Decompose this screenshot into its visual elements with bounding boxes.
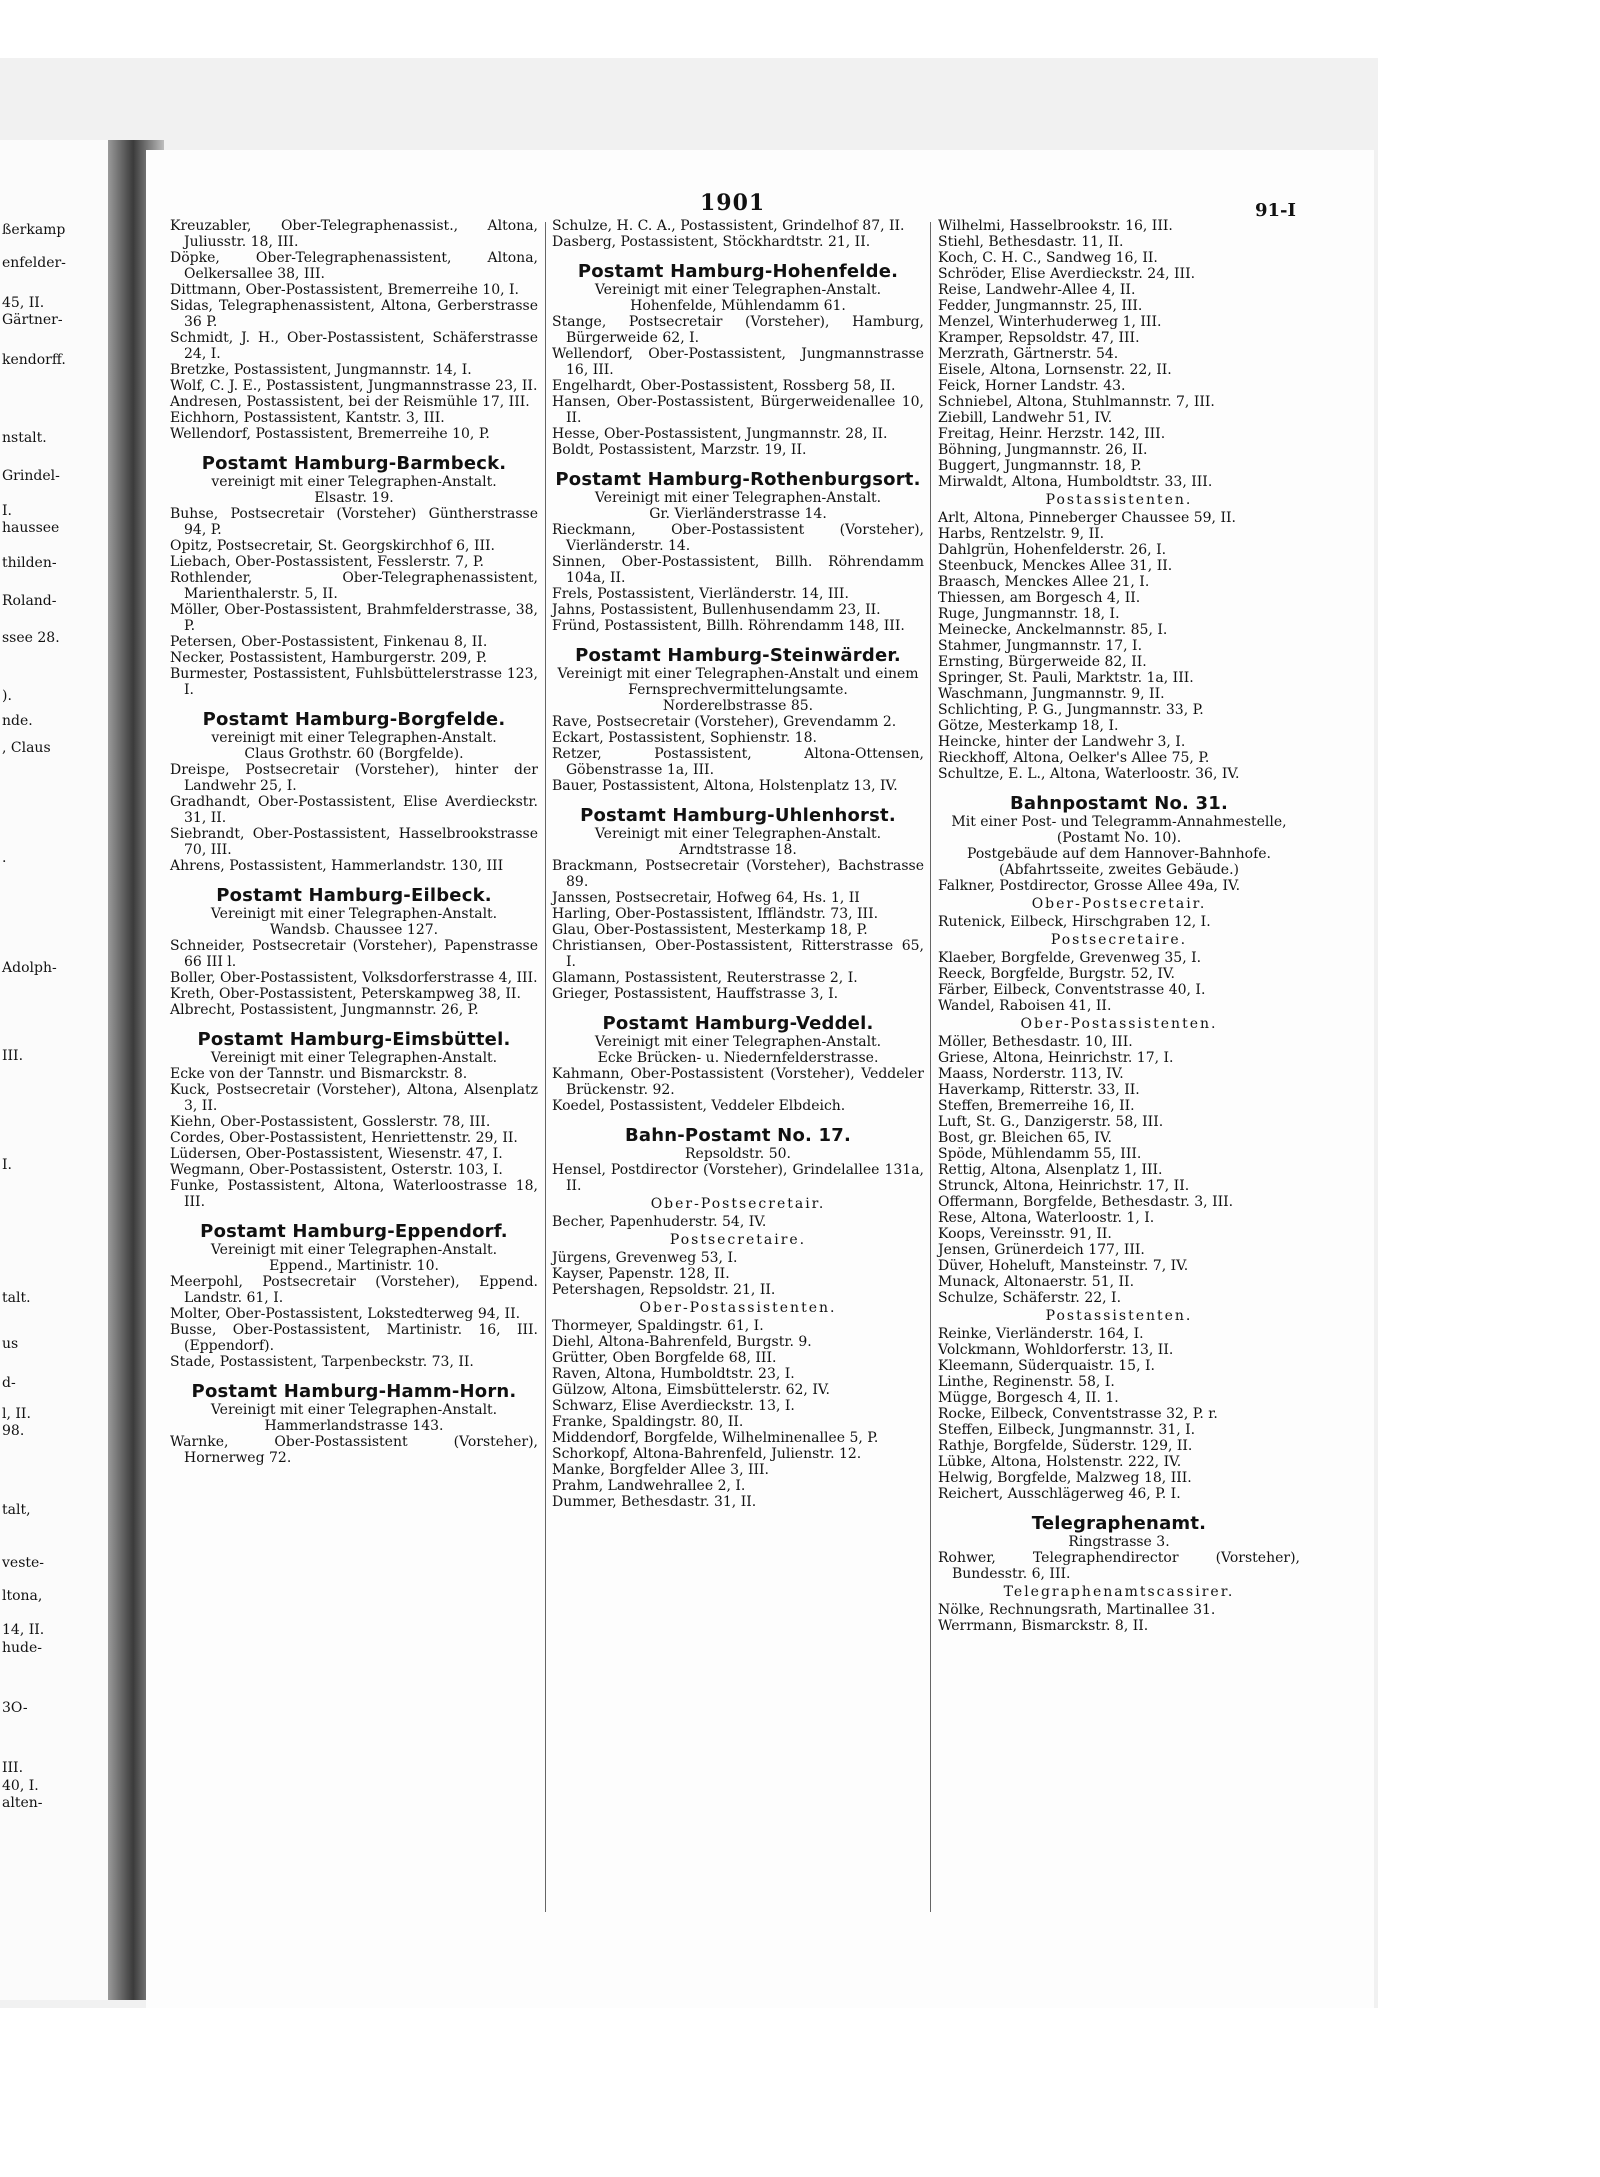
directory-entry: Spöde, Mühlendamm 55, III. xyxy=(938,1146,1142,1162)
directory-entry: Steffen, Eilbeck, Jungmannstr. 31, I. xyxy=(938,1422,1196,1438)
left-page-fragment: haussee xyxy=(2,520,60,536)
directory-entry: Albrecht, Postassistent, Jungmannstr. 26, P. xyxy=(170,1002,479,1018)
section-subheading: Vereinigt mit einer Telegraphen-Anstalt. xyxy=(210,906,498,922)
section-subheading: Mit einer Post- und Telegramm-Annahmestelle, (Postamt No. 10). xyxy=(951,814,1287,846)
section-subheading: Postgebäude auf dem Hannover-Bahnhofe. xyxy=(967,846,1271,862)
left-page-fragment: thilden- xyxy=(2,555,57,571)
directory-entry: Kiehn, Ober-Postassistent, Gosslerstr. 78, III. xyxy=(170,1114,491,1130)
directory-section xyxy=(552,1232,924,1298)
section-subheading: Vereinigt mit einer Telegraphen-Anstalt. xyxy=(210,1242,498,1258)
directory-entry: Kramper, Repsoldstr. 47, III. xyxy=(938,330,1140,346)
column-1 xyxy=(170,218,538,1466)
rank-heading: Ober-Postsecretair. xyxy=(1031,896,1207,912)
directory-entry: Ecke von der Tannstr. und Bismarckstr. 8. xyxy=(170,1066,468,1082)
directory-entry: Dreispe, Postsecretair (Vorsteher), hinter der Landwehr 25, I. xyxy=(170,762,538,794)
section-heading: Postamt Hamburg-Borgfelde. xyxy=(202,709,506,730)
directory-entry: Düver, Hoheluft, Mansteinstr. 7, IV. xyxy=(938,1258,1189,1274)
left-page-fragment: us xyxy=(2,1336,19,1352)
directory-entry: Offermann, Borgfelde, Bethesdastr. 3, III. xyxy=(938,1194,1234,1210)
directory-entry: Dummer, Bethesdastr. 31, II. xyxy=(552,1494,757,1510)
directory-entry: Stange, Postsecretair (Vorsteher), Hamburg, Bürgerweide 62, I. xyxy=(552,314,924,346)
directory-entry: Kayser, Papenstr. 128, II. xyxy=(552,1266,730,1282)
directory-entry: Glamann, Postassistent, Reuterstrasse 2, I. xyxy=(552,970,858,986)
directory-section xyxy=(170,218,538,442)
directory-entry: Bretzke, Postassistent, Jungmannstr. 14, I. xyxy=(170,362,472,378)
directory-entry: Jürgens, Grevenweg 53, I. xyxy=(552,1250,738,1266)
page-number: 91-I xyxy=(1255,200,1296,221)
directory-section xyxy=(938,1513,1300,1582)
section-subheading: Wandsb. Chaussee 127. xyxy=(269,922,439,938)
directory-entry: Ahrens, Postassistent, Hammerlandstr. 130, III xyxy=(170,858,504,874)
rank-heading: Postsecretaire. xyxy=(1050,932,1188,948)
directory-entry: Helwig, Borgfelde, Malzweg 18, III. xyxy=(938,1470,1192,1486)
left-page-fragment: Gärtner- xyxy=(2,312,63,328)
section-subheading: (Abfahrtsseite, zweites Gebäude.) xyxy=(999,862,1239,878)
directory-entry: Rathje, Borgfelde, Süderstr. 129, II. xyxy=(938,1438,1193,1454)
section-subheading: Repsoldstr. 50. xyxy=(685,1146,791,1162)
directory-entry: Diehl, Altona-Bahrenfeld, Burgstr. 9. xyxy=(552,1334,812,1350)
directory-entry: Griese, Altona, Heinrichstr. 17, I. xyxy=(938,1050,1174,1066)
directory-entry: Gradhandt, Ober-Postassistent, Elise Averdieckstr. 31, II. xyxy=(170,794,538,826)
section-heading: Telegraphenamt. xyxy=(1031,1513,1207,1534)
directory-entry: Döpke, Ober-Telegraphenassistent, Altona, Oelkersallee 38, III. xyxy=(170,250,538,282)
left-page-fragment: talt. xyxy=(2,1290,31,1306)
directory-entry: Eichhorn, Postassistent, Kantstr. 3, III. xyxy=(170,410,445,426)
section-subheading: Arndtstrasse 18. xyxy=(679,842,797,858)
directory-entry: Rothlender, Ober-Telegraphenassistent, Marienthalerstr. 5, II. xyxy=(170,570,538,602)
directory-entry: Schultze, E. L., Altona, Waterloostr. 36, IV. xyxy=(938,766,1240,782)
left-page-fragment: alten- xyxy=(2,1795,43,1811)
left-page-fragment: I. xyxy=(2,1157,12,1173)
section-subheading: Ecke Brücken- u. Niedernfelderstrasse. xyxy=(597,1050,879,1066)
directory-section xyxy=(170,1221,538,1370)
left-page-fragment: talt, xyxy=(2,1502,31,1518)
directory-entry: Menzel, Winterhuderweg 1, III. xyxy=(938,314,1162,330)
left-page-fragment: , Claus xyxy=(2,740,51,756)
directory-section xyxy=(552,1013,924,1114)
directory-section xyxy=(938,218,1300,490)
directory-entry: Thiessen, am Borgesch 4, II. xyxy=(938,590,1141,606)
directory-section xyxy=(170,1029,538,1210)
left-page-fragment: 14, II. xyxy=(2,1622,45,1638)
left-page-fragment: l, II. xyxy=(2,1406,31,1422)
left-page-fragment: nde. xyxy=(2,713,33,729)
directory-entry: Thormeyer, Spaldingstr. 61, I. xyxy=(552,1318,764,1334)
directory-entry: Wandel, Raboisen 41, II. xyxy=(938,998,1112,1014)
directory-entry: Engelhardt, Ober-Postassistent, Rossberg 58, II. xyxy=(552,378,896,394)
directory-entry: Rocke, Eilbeck, Conventstrasse 32, P. r. xyxy=(938,1406,1218,1422)
section-heading: Postamt Hamburg-Eimsbüttel. xyxy=(197,1029,511,1050)
section-subheading: Vereinigt mit einer Telegraphen-Anstalt. xyxy=(594,826,882,842)
directory-entry: Werrmann, Bismarckstr. 8, II. xyxy=(938,1618,1149,1634)
column-divider xyxy=(930,222,931,1912)
directory-entry: Volckmann, Wohldorferstr. 13, II. xyxy=(938,1342,1174,1358)
directory-section xyxy=(552,805,924,1002)
directory-entry: Ernsting, Bürgerweide 82, II. xyxy=(938,654,1147,670)
left-page-fragment: Grindel- xyxy=(2,468,60,484)
directory-entry: Schorkopf, Altona-Bahrenfeld, Julienstr. 12. xyxy=(552,1446,862,1462)
directory-entry: Haverkamp, Ritterstr. 33, II. xyxy=(938,1082,1140,1098)
directory-entry: Kahmann, Ober-Postassistent (Vorsteher), Veddeler Brückenstr. 92. xyxy=(552,1066,924,1098)
left-page-fragment: nstalt. xyxy=(2,430,47,446)
section-heading: Postamt Hamburg-Barmbeck. xyxy=(201,453,507,474)
directory-section xyxy=(552,645,924,794)
section-heading: Bahnpostamt No. 31. xyxy=(1009,793,1229,814)
directory-entry: Schröder, Elise Averdieckstr. 24, III. xyxy=(938,266,1196,282)
directory-entry: Meerpohl, Postsecretair (Vorsteher), Eppend. Landstr. 61, I. xyxy=(170,1274,538,1306)
directory-entry: Raven, Altona, Humboldtstr. 23, I. xyxy=(552,1366,795,1382)
section-heading: Postamt Hamburg-Hohenfelde. xyxy=(577,261,899,282)
directory-entry: Kuck, Postsecretair (Vorsteher), Altona, Alsenplatz 3, II. xyxy=(170,1082,538,1114)
directory-entry: Möller, Bethesdastr. 10, III. xyxy=(938,1034,1133,1050)
section-subheading: Vereinigt mit einer Telegraphen-Anstalt. xyxy=(594,282,882,298)
left-page-fragment: d- xyxy=(2,1375,16,1391)
directory-section xyxy=(938,1016,1300,1306)
section-heading: Postamt Hamburg-Rothenburgsort. xyxy=(555,469,921,490)
directory-entry: Stade, Postassistent, Tarpenbeckstr. 73, II. xyxy=(170,1354,474,1370)
directory-entry: Rohwer, Telegraphendirector (Vorsteher), Bundesstr. 6, III. xyxy=(938,1550,1300,1582)
directory-entry: Boller, Ober-Postassistent, Volksdorferstrasse 4, III. xyxy=(170,970,538,986)
section-heading: Postamt Hamburg-Steinwärder. xyxy=(575,645,901,666)
directory-entry: Wilhelmi, Hasselbrookstr. 16, III. xyxy=(938,218,1173,234)
left-page-fragment: ßerkamp xyxy=(2,222,66,238)
directory-entry: Rese, Altona, Waterloostr. 1, I. xyxy=(938,1210,1155,1226)
directory-entry: Schulze, Schäferstr. 22, I. xyxy=(938,1290,1122,1306)
section-subheading: Vereinigt mit einer Telegraphen-Anstalt. xyxy=(210,1050,498,1066)
directory-entry: Eckart, Postassistent, Sophienstr. 18. xyxy=(552,730,817,746)
section-subheading: Vereinigt mit einer Telegraphen-Anstalt. xyxy=(210,1402,498,1418)
directory-entry: Falkner, Postdirector, Grosse Allee 49a, IV. xyxy=(938,878,1241,894)
section-subheading: Hohenfelde, Mühlendamm 61. xyxy=(630,298,846,314)
directory-section xyxy=(552,1125,924,1194)
directory-entry: Eisele, Altona, Lornsenstr. 22, II. xyxy=(938,362,1172,378)
column-2 xyxy=(552,218,924,1510)
directory-entry: Lüdersen, Ober-Postassistent, Wiesenstr. 47, I. xyxy=(170,1146,503,1162)
rank-heading: Postsecretaire. xyxy=(669,1232,807,1248)
directory-entry: Kreth, Ober-Postassistent, Peterskampweg 38, II. xyxy=(170,986,521,1002)
directory-entry: Freitag, Heinr. Herzstr. 142, III. xyxy=(938,426,1166,442)
directory-entry: Koch, C. H. C., Sandweg 16, II. xyxy=(938,250,1158,266)
directory-section xyxy=(170,885,538,1018)
directory-entry: Rave, Postsecretair (Vorsteher), Grevendamm 2. xyxy=(552,714,897,730)
directory-entry: Middendorf, Borgfelde, Wilhelminenallee 5, P. xyxy=(552,1430,879,1446)
section-subheading: Eppend., Martinistr. 10. xyxy=(269,1258,439,1274)
directory-entry: Buhse, Postsecretair (Vorsteher) Güntherstrasse 94, P. xyxy=(170,506,538,538)
section-heading: Postamt Hamburg-Hamm-Horn. xyxy=(191,1381,517,1402)
directory-entry: Klaeber, Borgfelde, Grevenweg 35, I. xyxy=(938,950,1202,966)
directory-entry: Schlichting, P. G., Jungmannstr. 33, P. xyxy=(938,702,1204,718)
directory-entry: Grütter, Oben Borgfelde 68, III. xyxy=(552,1350,777,1366)
directory-entry: Liebach, Ober-Postassistent, Fesslerstr. 7, P. xyxy=(170,554,484,570)
directory-entry: Dahlgrün, Hohenfelderstr. 26, I. xyxy=(938,542,1167,558)
section-subheading: Elsastr. 19. xyxy=(314,490,394,506)
directory-entry: Prahm, Landwehrallee 2, I. xyxy=(552,1478,746,1494)
directory-entry: Reichert, Ausschlägerweg 46, P. I. xyxy=(938,1486,1181,1502)
page-year: 1901 xyxy=(700,190,766,216)
directory-entry: Molter, Ober-Postassistent, Lokstedterweg 94, II. xyxy=(170,1306,521,1322)
rank-heading: Postassistenten. xyxy=(1045,1308,1193,1324)
section-subheading: Claus Grothstr. 60 (Borgfelde). xyxy=(244,746,464,762)
left-page-fragment: veste- xyxy=(2,1555,45,1571)
directory-entry: Steenbuck, Menckes Allee 31, II. xyxy=(938,558,1173,574)
directory-entry: Reise, Landwehr-Allee 4, II. xyxy=(938,282,1136,298)
left-page-fragment: ). xyxy=(2,688,12,704)
directory-entry: Schwarz, Elise Averdieckstr. 13, I. xyxy=(552,1398,795,1414)
directory-entry: Bauer, Postassistent, Altona, Holstenplatz 13, IV. xyxy=(552,778,898,794)
directory-entry: Strunck, Altona, Heinrichstr. 17, II. xyxy=(938,1178,1190,1194)
directory-section xyxy=(552,218,924,250)
section-subheading: Vereinigt mit einer Telegraphen-Anstalt. xyxy=(594,1034,882,1050)
directory-section xyxy=(552,469,924,634)
directory-entry: Reinke, Vierländerstr. 164, I. xyxy=(938,1326,1144,1342)
directory-entry: Frels, Postassistent, Vierländerstr. 14, III. xyxy=(552,586,849,602)
directory-entry: Kleemann, Süderquaistr. 15, I. xyxy=(938,1358,1155,1374)
directory-entry: Heincke, hinter der Landwehr 3, I. xyxy=(938,734,1186,750)
directory-entry: Bost, gr. Bleichen 65, IV. xyxy=(938,1130,1112,1146)
rank-heading: Telegraphenamtscassirer. xyxy=(1003,1584,1235,1600)
directory-entry: Franke, Spaldingstr. 80, II. xyxy=(552,1414,744,1430)
directory-entry: Manke, Borgfelder Allee 3, III. xyxy=(552,1462,770,1478)
directory-entry: Schniebel, Altona, Stuhlmannstr. 7, III. xyxy=(938,394,1215,410)
section-subheading: Norderelbstrasse 85. xyxy=(662,698,814,714)
directory-entry: Böhning, Jungmannstr. 26, II. xyxy=(938,442,1148,458)
directory-entry: Waschmann, Jungmannstr. 9, II. xyxy=(938,686,1165,702)
directory-section xyxy=(938,1308,1300,1502)
directory-entry: Jahns, Postassistent, Bullenhusendamm 23, II. xyxy=(552,602,881,618)
left-page-fragment: III. xyxy=(2,1760,24,1776)
directory-entry: Becher, Papenhuderstr. 54, IV. xyxy=(552,1214,767,1230)
left-page-fragment: hude- xyxy=(2,1640,43,1656)
directory-entry: Petershagen, Repsoldstr. 21, II. xyxy=(552,1282,776,1298)
directory-entry: Dittmann, Ober-Postassistent, Bremerreihe 10, I. xyxy=(170,282,520,298)
directory-entry: Necker, Postassistent, Hamburgerstr. 209, P. xyxy=(170,650,488,666)
left-page-edge xyxy=(0,140,112,2000)
directory-entry: Merzrath, Gärtnerstr. 54. xyxy=(938,346,1119,362)
section-subheading: Gr. Vierländerstrasse 14. xyxy=(649,506,827,522)
directory-section xyxy=(170,453,538,698)
section-heading: Postamt Hamburg-Eilbeck. xyxy=(216,885,492,906)
directory-entry: Wolf, C. J. E., Postassistent, Jungmannstrasse 23, II. xyxy=(170,378,538,394)
section-heading: Bahn-Postamt No. 17. xyxy=(624,1125,852,1146)
directory-section xyxy=(552,1300,924,1510)
directory-entry: Harling, Ober-Postassistent, Iffländstr. 73, III. xyxy=(552,906,879,922)
directory-entry: Rieckhoff, Altona, Oelker's Allee 75, P. xyxy=(938,750,1210,766)
left-page-fragment: 3O- xyxy=(2,1700,28,1716)
directory-entry: Sinnen, Ober-Postassistent, Billh. Röhrendamm 104a, II. xyxy=(552,554,924,586)
directory-entry: Ziebill, Landwehr 51, IV. xyxy=(938,410,1113,426)
directory-entry: Lübke, Altona, Holstenstr. 222, IV. xyxy=(938,1454,1182,1470)
directory-entry: Götze, Mesterkamp 18, I. xyxy=(938,718,1119,734)
left-page-fragment: 98. xyxy=(2,1423,25,1439)
directory-section xyxy=(938,492,1300,782)
left-page-fragment: ssee 28. xyxy=(2,630,60,646)
directory-entry: Arlt, Altona, Pinneberger Chaussee 59, II. xyxy=(938,510,1236,526)
directory-entry: Maass, Norderstr. 113, IV. xyxy=(938,1066,1124,1082)
directory-entry: Buggert, Jungmannstr. 18, P. xyxy=(938,458,1142,474)
section-subheading: Hammerlandstrasse 143. xyxy=(264,1418,444,1434)
directory-section xyxy=(552,1196,924,1230)
directory-entry: Funke, Postassistent, Altona, Waterloostrasse 18, III. xyxy=(170,1178,538,1210)
section-subheading: Vereinigt mit einer Telegraphen-Anstalt. xyxy=(594,490,882,506)
left-page-fragment: 45, II. xyxy=(2,295,45,311)
left-page-fragment: enfelder- xyxy=(2,255,66,271)
rank-heading: Ober-Postassistenten. xyxy=(639,1300,837,1316)
directory-entry: Burmester, Postassistent, Fuhlsbüttelerstrasse 123, I. xyxy=(170,666,538,698)
column-divider xyxy=(545,222,546,1912)
left-page-fragment: Roland- xyxy=(2,593,57,609)
directory-entry: Christiansen, Ober-Postassistent, Ritterstrasse 65, I. xyxy=(552,938,924,970)
directory-entry: Kreuzabler, Ober-Telegraphenassist., Altona, Juliusstr. 18, III. xyxy=(170,218,538,250)
directory-entry: Meinecke, Anckelmannstr. 85, I. xyxy=(938,622,1168,638)
directory-entry: Munack, Altonaerstr. 51, II. xyxy=(938,1274,1135,1290)
directory-entry: Grieger, Postassistent, Hauffstrasse 3, I. xyxy=(552,986,839,1002)
directory-entry: Luft, St. G., Danzigerstr. 58, III. xyxy=(938,1114,1164,1130)
directory-entry: Janssen, Postsecretair, Hofweg 64, Hs. 1, II xyxy=(552,890,860,906)
section-subheading: vereinigt mit einer Telegraphen-Anstalt. xyxy=(211,474,497,490)
directory-entry: Koops, Vereinsstr. 91, II. xyxy=(938,1226,1112,1242)
directory-entry: Glau, Ober-Postassistent, Mesterkamp 18, P. xyxy=(552,922,868,938)
directory-entry: Harbs, Rentzelstr. 9, II. xyxy=(938,526,1105,542)
left-page-fragment: 40, I. xyxy=(2,1778,39,1794)
directory-section xyxy=(938,1584,1300,1634)
section-subheading: vereinigt mit einer Telegraphen-Anstalt. xyxy=(211,730,497,746)
section-heading: Postamt Hamburg-Uhlenhorst. xyxy=(580,805,896,826)
directory-entry: Schmidt, J. H., Ober-Postassistent, Schäferstrasse 24, I. xyxy=(170,330,538,362)
directory-entry: Braasch, Menckes Allee 21, I. xyxy=(938,574,1150,590)
rank-heading: Ober-Postsecretair. xyxy=(650,1196,826,1212)
directory-section xyxy=(938,932,1300,1014)
directory-entry: Schulze, H. C. A., Postassistent, Grindelhof 87, II. xyxy=(552,218,905,234)
directory-entry: Stiehl, Bethesdastr. 11, II. xyxy=(938,234,1124,250)
directory-entry: Wellendorf, Postassistent, Bremerreihe 10, P. xyxy=(170,426,490,442)
directory-entry: Fedder, Jungmannstr. 25, III. xyxy=(938,298,1143,314)
directory-entry: Reeck, Borgfelde, Burgstr. 52, IV. xyxy=(938,966,1175,982)
directory-entry: Mirwaldt, Altona, Humboldtstr. 33, III. xyxy=(938,474,1213,490)
directory-entry: Dasberg, Postassistent, Stöckhardtstr. 21, II. xyxy=(552,234,871,250)
left-page-fragment: Adolph- xyxy=(2,960,57,976)
section-subheading: Ringstrasse 3. xyxy=(1068,1534,1170,1550)
directory-entry: Boldt, Postassistent, Marzstr. 19, II. xyxy=(552,442,807,458)
directory-entry: Sidas, Telegraphenassistent, Altona, Gerberstrasse 36 P. xyxy=(170,298,538,330)
directory-entry: Möller, Ober-Postassistent, Brahmfelderstrasse, 38, P. xyxy=(170,602,538,634)
directory-entry: Mügge, Borgesch 4, II. 1. xyxy=(938,1390,1119,1406)
directory-entry: Wellendorf, Ober-Postassistent, Jungmannstrasse 16, III. xyxy=(552,346,924,378)
directory-entry: Feick, Horner Landstr. 43. xyxy=(938,378,1126,394)
directory-section xyxy=(170,1381,538,1466)
directory-entry: Siebrandt, Ober-Postassistent, Hasselbrookstrasse 70, III. xyxy=(170,826,538,858)
left-page-fragment: ltona, xyxy=(2,1588,43,1604)
left-page-fragment: III. xyxy=(2,1048,24,1064)
directory-entry: Rutenick, Eilbeck, Hirschgraben 12, I. xyxy=(938,914,1211,930)
directory-section xyxy=(938,793,1300,894)
directory-entry: Wegmann, Ober-Postassistent, Osterstr. 103, I. xyxy=(170,1162,503,1178)
rank-heading: Ober-Postassistenten. xyxy=(1020,1016,1218,1032)
directory-entry: Ruge, Jungmannstr. 18, I. xyxy=(938,606,1120,622)
directory-entry: Rieckmann, Ober-Postassistent (Vorsteher), Vierländerstr. 14. xyxy=(552,522,924,554)
directory-entry: Brackmann, Postsecretair (Vorsteher), Bachstrasse 89. xyxy=(552,858,924,890)
left-page-fragment: kendorff. xyxy=(2,352,66,368)
directory-entry: Springer, St. Pauli, Marktstr. 1a, III. xyxy=(938,670,1194,686)
directory-entry: Nölke, Rechnungsrath, Martinallee 31. xyxy=(938,1602,1216,1618)
directory-entry: Rettig, Altona, Alsenplatz 1, III. xyxy=(938,1162,1163,1178)
directory-entry: Fründ, Postassistent, Billh. Röhrendamm 148, III. xyxy=(552,618,905,634)
section-heading: Postamt Hamburg-Eppendorf. xyxy=(200,1221,508,1242)
directory-section xyxy=(938,896,1300,930)
directory-entry: Hensel, Postdirector (Vorsteher), Grindelallee 131a, II. xyxy=(552,1162,924,1194)
directory-entry: Steffen, Bremerreihe 16, II. xyxy=(938,1098,1135,1114)
directory-entry: Warnke, Ober-Postassistent (Vorsteher), Hornerweg 72. xyxy=(170,1434,538,1466)
directory-section xyxy=(552,261,924,458)
directory-entry: Andresen, Postassistent, bei der Reismühle 17, III. xyxy=(170,394,530,410)
directory-entry: Retzer, Postassistent, Altona-Ottensen, Göbenstrasse 1a, III. xyxy=(552,746,924,778)
column-3 xyxy=(938,218,1300,1634)
directory-entry: Jensen, Grünerdeich 177, III. xyxy=(938,1242,1145,1258)
directory-entry: Schneider, Postsecretair (Vorsteher), Papenstrasse 66 III l. xyxy=(170,938,538,970)
directory-entry: Busse, Ober-Postassistent, Martinistr. 16, III. (Eppendorf). xyxy=(170,1322,538,1354)
directory-entry: Linthe, Reginenstr. 58, I. xyxy=(938,1374,1115,1390)
directory-entry: Hansen, Ober-Postassistent, Bürgerweidenallee 10, II. xyxy=(552,394,924,426)
left-page-fragment: I. xyxy=(2,503,12,519)
directory-entry: Cordes, Ober-Postassistent, Henriettenstr. 29, II. xyxy=(170,1130,518,1146)
directory-entry: Koedel, Postassistent, Veddeler Elbdeich. xyxy=(552,1098,846,1114)
directory-entry: Stahmer, Jungmannstr. 17, I. xyxy=(938,638,1143,654)
directory-entry: Färber, Eilbeck, Conventstrasse 40, I. xyxy=(938,982,1206,998)
directory-entry: Hesse, Ober-Postassistent, Jungmannstr. 28, II. xyxy=(552,426,888,442)
directory-entry: Petersen, Ober-Postassistent, Finkenau 8, II. xyxy=(170,634,488,650)
section-subheading: Vereinigt mit einer Telegraphen-Anstalt und einem Fernsprechvermittelungsamte. xyxy=(557,666,919,698)
directory-entry: Opitz, Postsecretair, St. Georgskirchhof 6, III. xyxy=(170,538,495,554)
directory-section xyxy=(170,709,538,874)
left-page-fragment: . xyxy=(2,850,7,866)
section-heading: Postamt Hamburg-Veddel. xyxy=(602,1013,874,1034)
directory-entry: Gülzow, Altona, Eimsbüttelerstr. 62, IV. xyxy=(552,1382,830,1398)
rank-heading: Postassistenten. xyxy=(1045,492,1193,508)
